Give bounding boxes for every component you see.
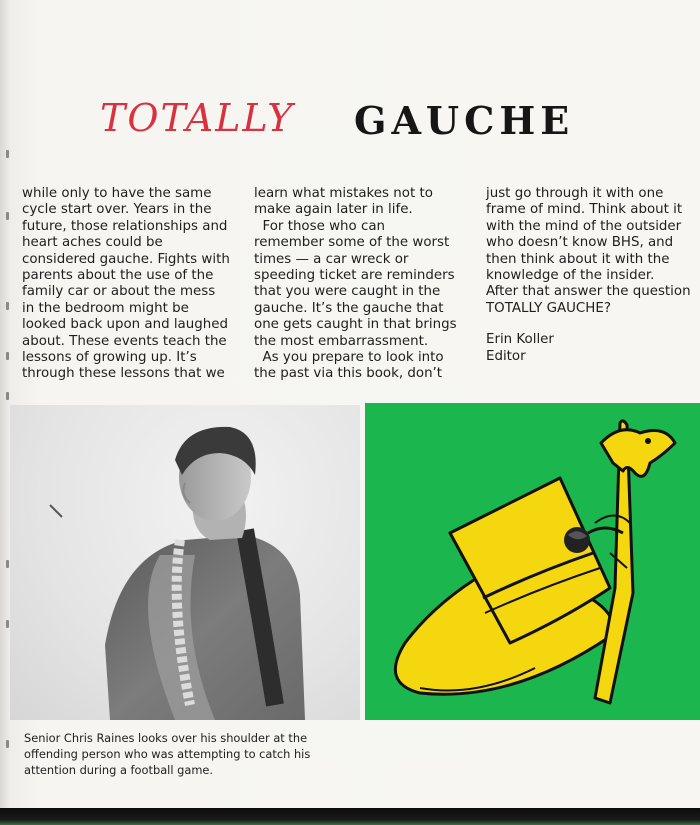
binding-holes	[6, 0, 8, 825]
column-line: the most embarrassment.	[254, 333, 429, 349]
column-line: frame of mind. Think about it	[486, 202, 683, 218]
column-line: speeding ticket are reminders	[254, 268, 455, 284]
title-script-word: TOTALLY	[100, 96, 295, 140]
column-line: times — a car wreck or	[254, 251, 409, 267]
column-line: lessons of growing up. It’s	[22, 350, 197, 366]
column-line: while only to have the same	[22, 186, 212, 201]
column-line: remember some of the worst	[254, 235, 450, 251]
column-line: with the mind of the outsider	[486, 218, 682, 234]
column-line: that you were caught in the	[254, 284, 441, 300]
column-line: looked back upon and laughed	[22, 317, 228, 333]
column-line: parents about the use of the	[22, 268, 214, 284]
column-line: knowledge of the insider.	[486, 268, 655, 284]
top-hat-cane-drawing	[365, 403, 700, 720]
caption-line: Senior Chris Raines looks over his shoulder at the	[24, 731, 308, 745]
caption-line: attention during a football game.	[24, 762, 214, 777]
column-line: the past via this book, don’t	[254, 366, 443, 382]
column-line: considered gauche. Fights with	[22, 251, 230, 267]
caption-line: offending person who was attempting to catch his	[24, 746, 311, 761]
signature-name: Erin Koller	[486, 332, 554, 348]
text-column-2	[254, 186, 476, 383]
column-line: through these lessons that we	[22, 366, 225, 382]
column-line: family car or about the mess	[22, 284, 216, 300]
column-line: cycle start over. Years in the	[22, 202, 212, 218]
column-line: who doesn’t know BHS, and	[486, 235, 674, 251]
column-line: in the bedroom might be	[22, 300, 189, 316]
photo-image	[10, 405, 360, 720]
photo-caption	[24, 731, 354, 778]
student-photo	[10, 405, 360, 720]
column-line: then think about it with the	[486, 251, 670, 267]
column-line: After that answer the question	[486, 284, 691, 300]
text-column-3	[486, 186, 698, 365]
column-line: gauche. It’s the gauche that	[254, 300, 444, 316]
bottom-border	[0, 808, 700, 825]
column-line: heart aches could be	[22, 235, 163, 251]
column-line: future, those relationships and	[22, 218, 228, 234]
text-column-1	[22, 186, 244, 383]
column-line: make again later in life.	[254, 202, 413, 218]
top-hat-illustration	[365, 403, 700, 720]
signature-role: Editor	[486, 348, 526, 364]
title-bold-word: GAUCHE	[354, 98, 575, 143]
column-line: For those who can	[254, 218, 386, 234]
column-line: learn what mistakes not to	[254, 186, 433, 201]
column-line: As you prepare to look into	[254, 350, 444, 366]
column-line: just go through it with one	[486, 186, 664, 201]
column-line: one gets caught in that brings	[254, 317, 457, 333]
column-line: TOTALLY GAUCHE?	[486, 300, 611, 316]
page-title	[100, 96, 660, 156]
column-line: about. These events teach the	[22, 333, 227, 349]
